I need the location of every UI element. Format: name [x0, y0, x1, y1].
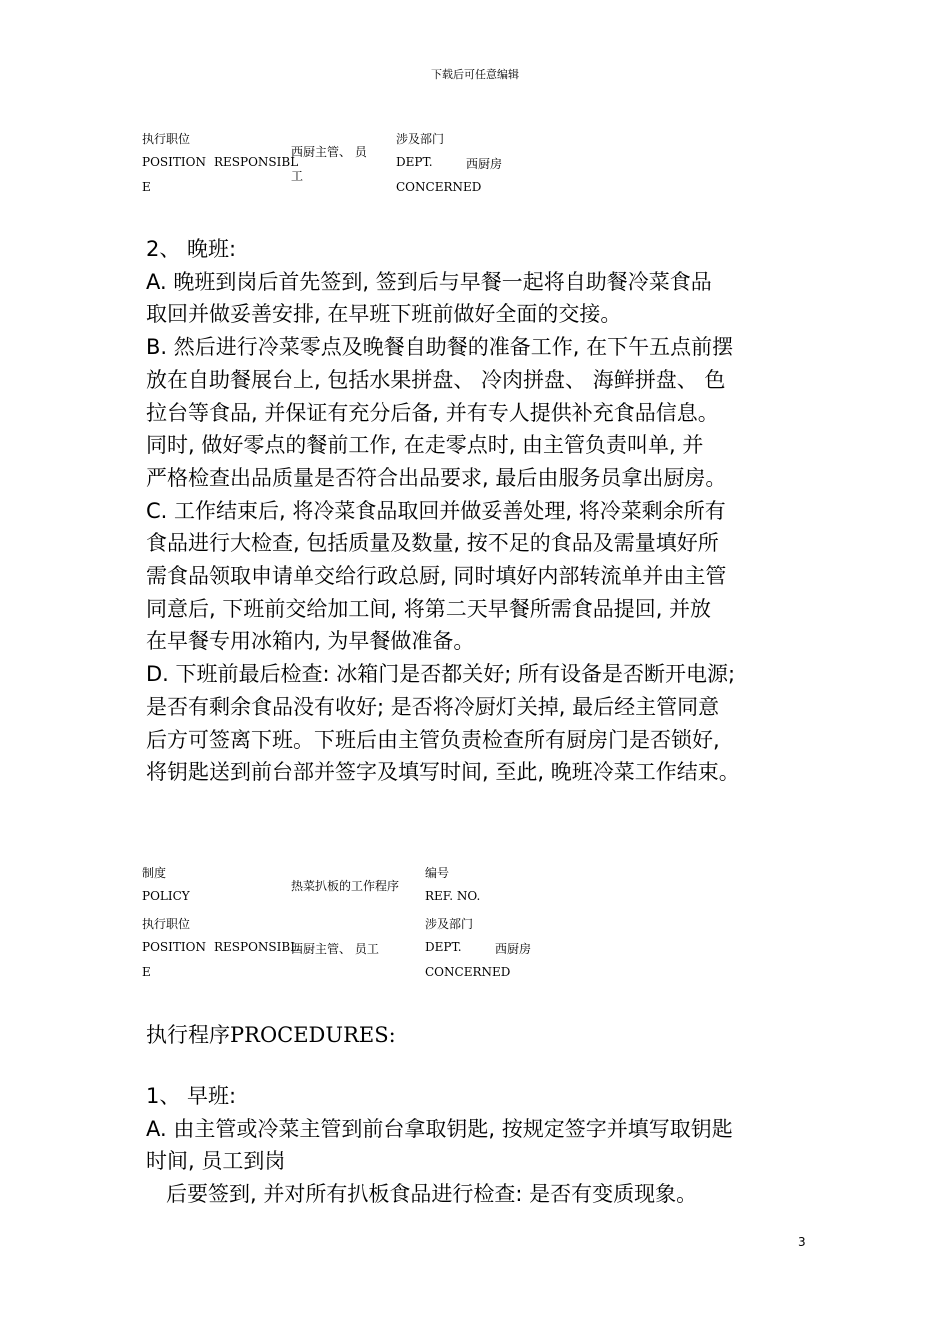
dept-label-en-2: CONCERNED	[396, 180, 482, 194]
ref-label-en: REF. NO.	[425, 889, 481, 903]
paragraph-line: A. 晚班到岗后首先签到, 签到后与早餐一起将自助餐冷菜食品	[146, 269, 712, 294]
responsible-label-cn: 执行职位	[142, 917, 191, 931]
early-shift-section	[146, 1080, 826, 1211]
dept-label-cn: 涉及部门	[396, 132, 445, 146]
paragraph-line: 是否有剩余食品没有收好; 是否将冷厨灯关掉, 最后经主管同意	[146, 694, 720, 719]
dept-label-cn: 涉及部门	[425, 917, 474, 931]
responsible-label-en-2: RESPONSIBL	[214, 155, 299, 169]
dept-label-en-2: CONCERNED	[425, 965, 511, 979]
paragraph-line: 后方可签离下班。下班后由主管负责检查所有厨房门是否锁好,	[146, 727, 720, 752]
paragraph-line: B. 然后进行冷菜零点及晚餐自助餐的准备工作, 在下午五点前摆	[146, 335, 734, 360]
paragraph-line: 拉台等食品, 并保证有充分后备, 并有专人提供补充食品信息。	[146, 400, 719, 425]
paragraph-line: 同意后, 下班前交给加工间, 将第二天早餐所需食品提回, 并放	[146, 596, 712, 621]
paragraph-line: 将钥匙送到前台部并签字及填写时间, 至此, 晚班冷菜工作结束。	[146, 760, 740, 785]
policy-label-cn: 制度	[142, 866, 167, 880]
dept-value: 西厨房	[466, 157, 503, 171]
early-shift-heading: 1、 早班:	[146, 1084, 237, 1108]
paragraph-line: 严格检查出品质量是否符合出品要求, 最后由服务员拿出厨房。	[146, 465, 727, 490]
paragraph-line: 放在自助餐展台上, 包括水果拼盘、 冷肉拼盘、 海鲜拼盘、 色	[146, 367, 726, 392]
responsible-value: 西厨主管、 员	[291, 145, 367, 159]
paragraph-line: 在早餐专用冰箱内, 为早餐做准备。	[146, 629, 475, 654]
page-number: 3	[798, 1235, 806, 1249]
responsible-value-2: 工	[291, 169, 304, 183]
paragraph-line: 同时, 做好零点的餐前工作, 在走零点时, 由主管负责叫单, 并	[146, 433, 704, 458]
paragraph-line: 需食品领取申请单交给行政总厨, 同时填好内部转流单并由主管	[146, 564, 727, 589]
responsible-label-en-3: E	[142, 965, 151, 979]
responsible-value: 西厨主管、 员工	[291, 942, 379, 956]
policy-label-en: POLICY	[142, 889, 190, 903]
paragraph-line: 取回并做妥善安排, 在早班下班前做好全面的交接。	[146, 302, 622, 327]
dept-label-en: DEPT.	[425, 940, 462, 954]
paragraph-line: 时间, 员工到岗	[146, 1149, 286, 1174]
night-shift-section	[146, 233, 826, 789]
responsible-label-en: POSITION	[142, 940, 206, 954]
responsible-label-en-2: RESPONSIBL	[214, 940, 299, 954]
paragraph-line: D. 下班前最后检查: 冰箱门是否都关好; 所有设备是否断开电源;	[146, 662, 736, 687]
paragraph-line: 食品进行大检查, 包括质量及数量, 按不足的食品及需量填好所	[146, 531, 719, 556]
paragraph-line: A. 由主管或冷菜主管到前台拿取钥匙, 按规定签字并填写取钥匙	[146, 1116, 733, 1141]
responsible-label-en-3: E	[142, 180, 151, 194]
dept-label-en: DEPT.	[396, 155, 433, 169]
ref-label-cn: 编号	[425, 866, 450, 880]
responsible-label-en: POSITION	[142, 155, 206, 169]
paragraph-line: 后要签到, 并对所有扒板食品进行检查: 是否有变质现象。	[146, 1182, 698, 1207]
page-header: 下载后可任意编辑	[431, 68, 519, 81]
responsible-label-cn: 执行职位	[142, 132, 191, 146]
paragraph-line: C. 工作结束后, 将冷菜食品取回并做妥善处理, 将冷菜剩余所有	[146, 498, 726, 523]
dept-value: 西厨房	[495, 942, 532, 956]
procedures-heading: 执行程序PROCEDURES:	[146, 1023, 396, 1047]
policy-value: 热菜扒板的工作程序	[291, 879, 400, 893]
night-shift-heading: 2、 晚班:	[146, 237, 237, 261]
